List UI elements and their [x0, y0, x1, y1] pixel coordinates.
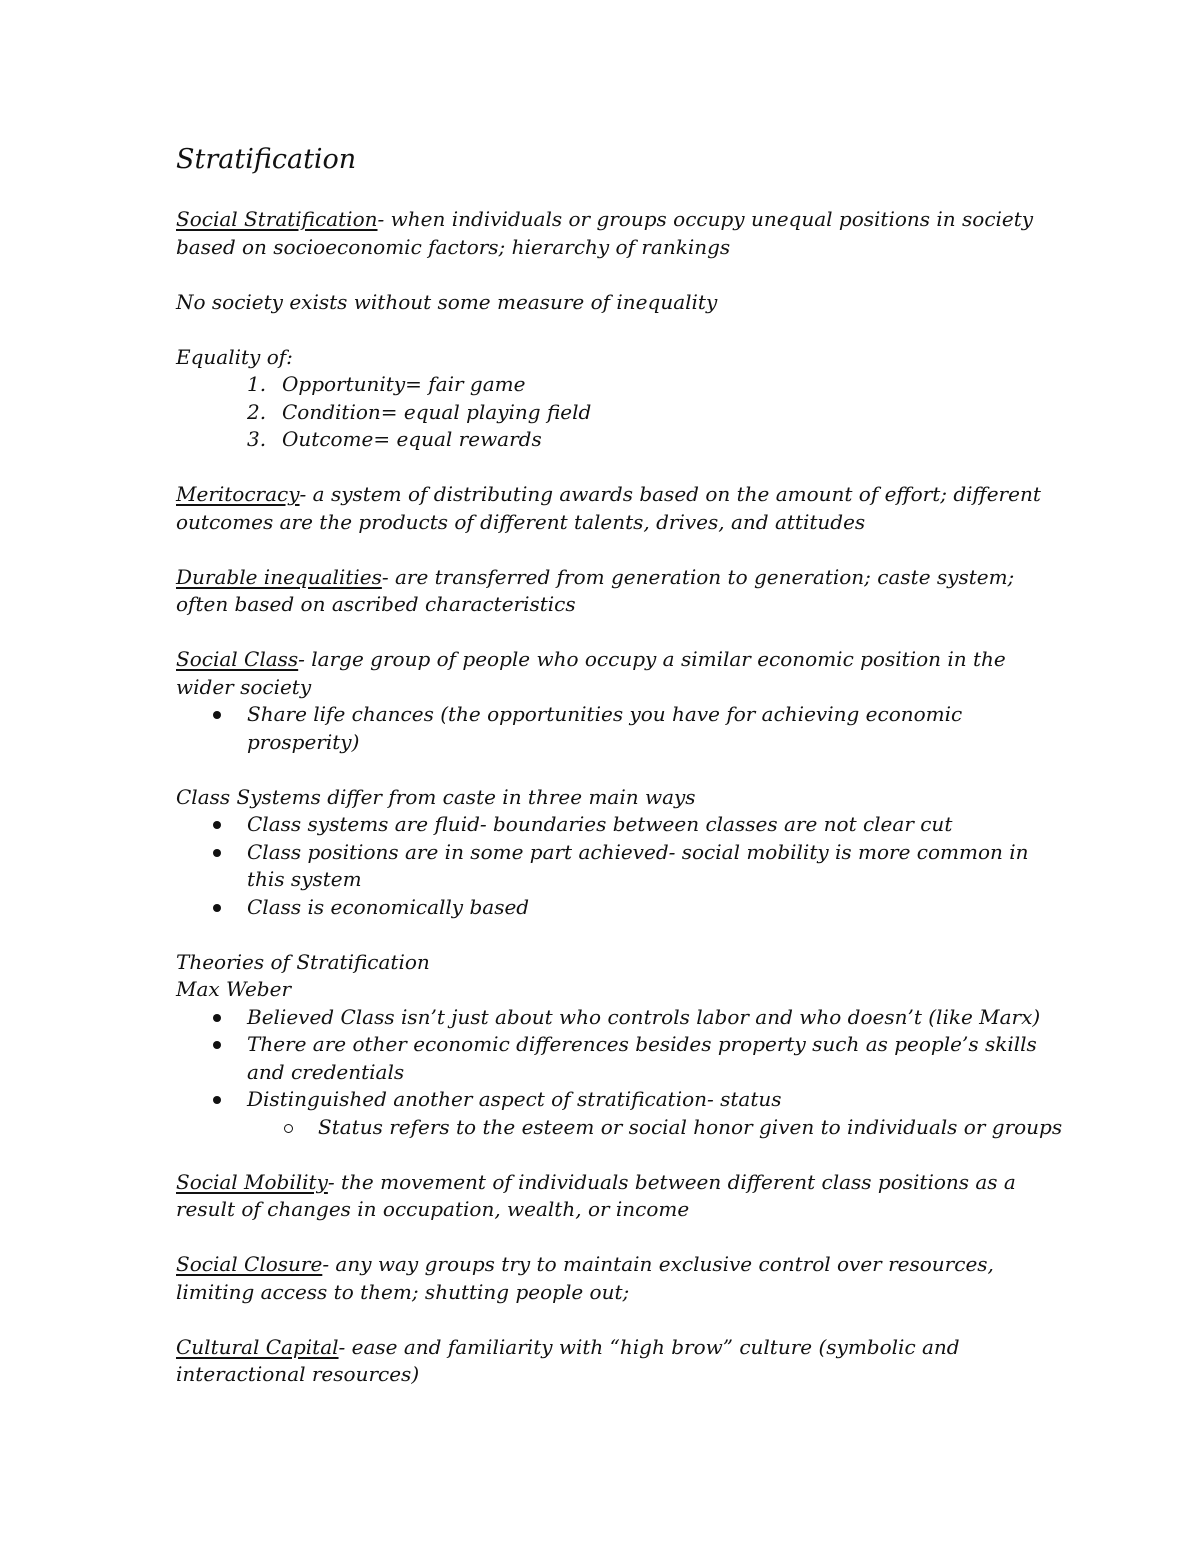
definition-text: - ease and familiarity with “high brow” culture (symbolic and [338, 1334, 960, 1359]
bullet-item [176, 1031, 1036, 1086]
heading-class-systems: Class Systems differ from caste in three main ways [176, 784, 696, 809]
list-number: 2. [247, 399, 267, 424]
hollow-bullet-icon [284, 1124, 293, 1133]
definition-line [176, 1334, 1036, 1362]
page-title: Stratification [176, 144, 357, 175]
definition-line [176, 1251, 1036, 1279]
definition-line [176, 646, 1036, 674]
definition-line [176, 564, 1036, 592]
definition-line: interactional resources) [176, 1362, 420, 1386]
heading-equality: Equality of: [176, 344, 293, 369]
bullet-icon [213, 711, 221, 719]
subheading-max-weber: Max Weber [176, 977, 291, 1001]
list-item [176, 399, 1036, 427]
bullet-text: prosperity) [247, 729, 360, 754]
list-number: 3. [247, 427, 267, 451]
definition-line: limiting access to them; shutting people out; [176, 1279, 630, 1304]
definition-line [176, 1169, 1036, 1197]
list-text: Condition= equal playing field [282, 399, 592, 424]
sub-bullet-text: Status refers to the esteem or social honor given to individuals or groups [318, 1114, 1063, 1139]
term-meritocracy: Meritocracy [176, 482, 300, 506]
definition-line: outcomes are the products of different talents, drives, and attitudes [176, 509, 866, 534]
bullet-icon [213, 904, 221, 912]
bullet-text: this system [247, 867, 362, 891]
definition-text: - are transferred from generation to generation; caste system; [381, 564, 1015, 589]
bullet-text: Class systems are fluid- boundaries between classes are not clear cut [247, 812, 953, 836]
bullet-text: Class positions are in some part achieved- social mobility is more common in [247, 839, 1029, 864]
bullet-text: Class is economically based [247, 894, 530, 919]
bullet-icon [213, 1041, 221, 1049]
list-item [176, 426, 1036, 454]
bullet-text: Distinguished another aspect of stratification- status [247, 1087, 782, 1111]
definition-meritocracy [176, 481, 1041, 536]
definition-line: often based on ascribed characteristics [176, 592, 576, 616]
bullet-item [176, 1004, 1041, 1032]
definition-line [176, 481, 1041, 509]
definition-line: result of changes in occupation, wealth, or income [176, 1197, 690, 1221]
document-page [176, 140, 1063, 1389]
definition-social-mobility [176, 1169, 1036, 1224]
bullet-icon [213, 1096, 221, 1104]
bullet-list [176, 701, 1036, 756]
term-cultural-capital: Cultural Capital [176, 1334, 339, 1359]
definition-text: - a system of distributing awards based on the amount of effort; different [299, 482, 1041, 506]
list-item [176, 371, 1036, 399]
heading-theories: Theories of Stratification [176, 949, 430, 974]
bullet-list [176, 1004, 1041, 1114]
bullet-item [176, 811, 1036, 839]
definition-social-class [176, 646, 1036, 756]
term-social-mobility: Social Mobility [176, 1169, 328, 1194]
term-durable-inequalities: Durable inequalities [176, 564, 382, 589]
bullet-icon [213, 849, 221, 857]
sub-bullet-list [176, 1114, 1063, 1142]
term-social-stratification: Social Stratification [176, 207, 378, 231]
bullet-item [176, 894, 1036, 922]
list-number: 1. [247, 372, 267, 396]
bullet-text: and credentials [247, 1059, 405, 1084]
definition-text: - when individuals or groups occupy unequal positions in society [377, 207, 1034, 231]
bullet-text: Share life chances (the opportunities you have for achieving economic [247, 702, 963, 726]
statement-no-society: No society exists without some measure of inequality [176, 289, 718, 314]
bullet-item [176, 839, 1036, 894]
list-text: Outcome= equal rewards [282, 427, 542, 451]
term-social-class: Social Class [176, 647, 299, 671]
definition-text: - any way groups try to maintain exclusive control over resources, [322, 1252, 994, 1276]
sub-bullet-item [176, 1114, 1063, 1142]
definition-line [176, 206, 1036, 234]
list-text: Opportunity= fair game [282, 372, 526, 396]
term-social-closure: Social Closure [176, 1252, 323, 1276]
bullet-text: There are other economic differences besides property such as people’s skills [247, 1032, 1037, 1056]
bullet-icon [213, 1014, 221, 1022]
bullet-text: Believed Class isn’t just about who controls labor and who doesn’t (like Marx) [247, 1004, 1041, 1029]
bullet-item [176, 701, 1036, 756]
definition-line: wider society [176, 674, 312, 699]
definition-line: based on socioeconomic factors; hierarchy of rankings [176, 234, 731, 259]
definition-social-stratification [176, 206, 1036, 261]
definition-text: - the movement of individuals between different class positions as a [327, 1169, 1016, 1194]
definition-text: - large group of people who occupy a similar economic position in the [298, 647, 1006, 671]
definition-social-closure [176, 1251, 1036, 1306]
bullet-icon [213, 821, 221, 829]
definition-cultural-capital [176, 1334, 1036, 1389]
bullet-item [176, 1086, 1036, 1114]
bullet-list [176, 811, 1036, 921]
definition-durable-inequalities [176, 564, 1036, 619]
equality-list [176, 371, 1036, 454]
